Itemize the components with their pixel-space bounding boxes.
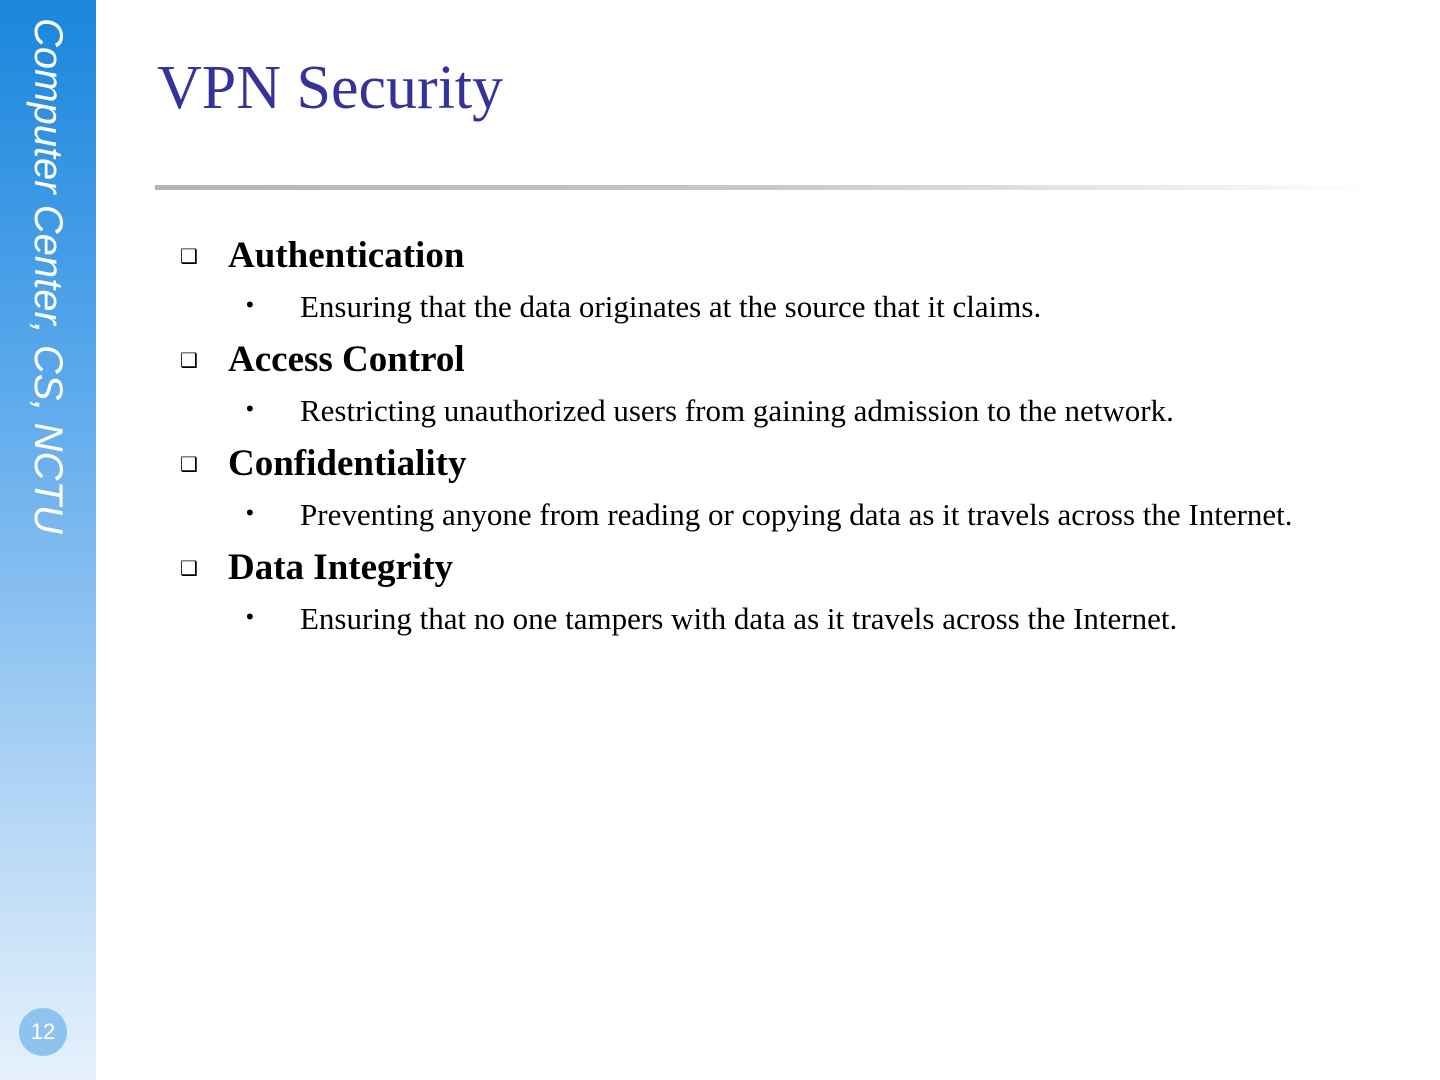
bullet-list: [180, 230, 1380, 646]
square-bullet-icon: ❑: [180, 244, 198, 268]
slide-title: VPN Security: [157, 54, 504, 122]
item-heading: Confidentiality: [228, 443, 467, 484]
dot-bullet-icon: •: [246, 292, 254, 317]
page-number-badge: 12: [19, 1008, 67, 1056]
square-bullet-icon: ❑: [180, 452, 198, 476]
item-detail: Preventing anyone from reading or copying data as it travels across the Internet.: [300, 497, 1293, 532]
sidebar-label: Computer Center, CS, NCTU: [26, 18, 70, 534]
list-item-confidentiality: [180, 438, 1380, 490]
sub-item: [180, 386, 1380, 436]
item-heading: Access Control: [228, 339, 465, 380]
sub-item: [180, 282, 1380, 332]
sub-item: [180, 594, 1380, 644]
square-bullet-icon: ❑: [180, 348, 198, 372]
dot-bullet-icon: •: [246, 604, 254, 629]
list-item-data-integrity: [180, 542, 1380, 594]
title-divider: [155, 185, 1375, 190]
item-detail: Ensuring that no one tampers with data as it travels across the Internet.: [300, 601, 1178, 636]
item-heading: Authentication: [228, 235, 465, 276]
dot-bullet-icon: •: [246, 500, 254, 525]
sidebar: [0, 0, 96, 1080]
item-detail: Restricting unauthorized users from gaining admission to the network.: [300, 393, 1174, 428]
item-heading: Data Integrity: [228, 547, 454, 588]
item-detail: Ensuring that the data originates at the source that it claims.: [300, 289, 1042, 324]
sub-item: [180, 490, 1380, 540]
dot-bullet-icon: •: [246, 396, 254, 421]
square-bullet-icon: ❑: [180, 556, 198, 580]
list-item-authentication: [180, 230, 1380, 282]
list-item-access-control: [180, 334, 1380, 386]
